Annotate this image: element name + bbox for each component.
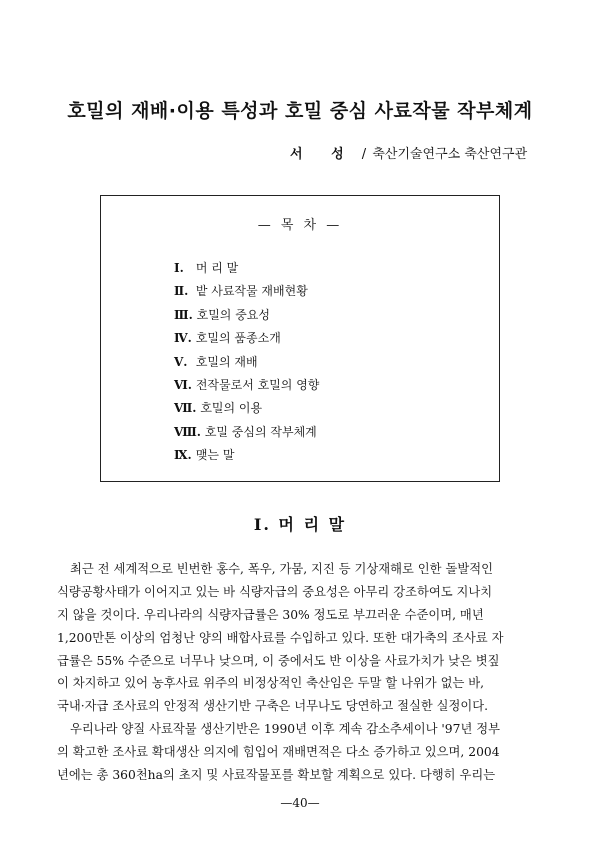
paragraph-line: 1,200만톤 이상의 엄청난 양의 배합사료를 수입하고 있다. 또한 대가축의 조사료 자: [57, 630, 504, 645]
toc-item-label: 맺는 말: [195, 448, 235, 463]
toc-item: [174, 259, 319, 282]
paragraph-line: 우리나라 양질 사료작물 생산기반은 1990년 이후 계속 감소추세이나 '97년 정부: [70, 722, 500, 737]
toc-item-label: 호밀 중심의 작부체계: [204, 424, 317, 439]
toc-item-number: Ⅰ.: [174, 261, 184, 275]
toc-item: [174, 446, 319, 469]
toc-item: [174, 376, 319, 399]
toc-item: [174, 353, 319, 376]
body-text: [57, 558, 547, 787]
toc-item: [174, 399, 319, 422]
toc-item-label: 호밀의 중요성: [196, 307, 270, 322]
author-affiliation: 축산기술연구소 축산연구관: [372, 147, 528, 162]
toc-item-number: Ⅸ.: [174, 448, 192, 463]
toc-item-label: 전작물로서 호밀의 영향: [195, 377, 320, 392]
table-of-contents: [100, 195, 500, 482]
toc-item-number: Ⅳ.: [174, 331, 192, 346]
toc-item: [174, 423, 319, 446]
page-number: —40—: [280, 796, 320, 810]
paragraph-line: 지 않을 것이다. 우리나라의 식량자급률은 30% 정도로 부끄러운 수준이며, 매년: [57, 607, 484, 622]
toc-item-number: Ⅲ.: [174, 307, 193, 322]
paragraph-line: 년에는 총 360천ha의 초지 및 사료작물포를 확보할 계획으로 있다. 다행히 우리는: [57, 768, 496, 783]
toc-item-number: Ⅵ.: [174, 377, 192, 392]
toc-heading: — 목 차 —: [257, 218, 343, 233]
toc-item-number: Ⅶ.: [174, 401, 197, 416]
toc-item: [174, 282, 319, 305]
author-separator: /: [361, 147, 367, 162]
toc-item: [174, 306, 319, 329]
toc-item-label: 호밀의 품종소개: [195, 331, 281, 346]
author-name: 서 성: [290, 147, 356, 162]
paragraph-line: 식량공황사태가 이어지고 있는 바 식량자급의 중요성은 아무리 강조하여도 지나치: [57, 584, 493, 599]
toc-item-label: 밭 사료작물 재배현황: [195, 284, 308, 299]
toc-item-number: Ⅴ.: [174, 354, 188, 369]
toc-item-number: Ⅷ.: [174, 424, 201, 439]
paragraph-line: 국내·자급 조사료의 안정적 생산기반 구축은 너무나도 당연하고 절실한 실정이다.: [57, 699, 489, 714]
toc-list: [174, 259, 319, 470]
author-line: [290, 143, 570, 162]
toc-item-number: Ⅱ.: [174, 284, 189, 299]
paragraph-line: 이 차지하고 있어 농후사료 위주의 비정상적인 축산임은 두말 할 나위가 없는 바,: [57, 676, 485, 691]
toc-item-label: 호밀의 이용: [200, 401, 263, 416]
section-heading: Ⅰ. 머 리 말: [253, 515, 347, 534]
paragraph-line: 급률은 55% 수준으로 너무나 낮으며, 이 중에서도 반 이상을 사료가치가 낮은 볏짚: [57, 653, 500, 668]
paragraph-line: 의 확고한 조사료 확대생산 의지에 힘입어 재배면적은 다소 증가하고 있으며, 2004: [57, 745, 500, 760]
page-title: 호밀의 재배·이용 특성과 호밀 중심 사료작물 작부체계: [67, 100, 533, 122]
paragraph-line: 최근 전 세계적으로 빈번한 홍수, 폭우, 가뭄, 지진 등 기상재해로 인한 돌발적인: [70, 562, 493, 576]
toc-item: [174, 329, 319, 352]
toc-item-label: 머 리 말: [195, 261, 239, 275]
toc-item-label: 호밀의 재배: [195, 354, 258, 369]
